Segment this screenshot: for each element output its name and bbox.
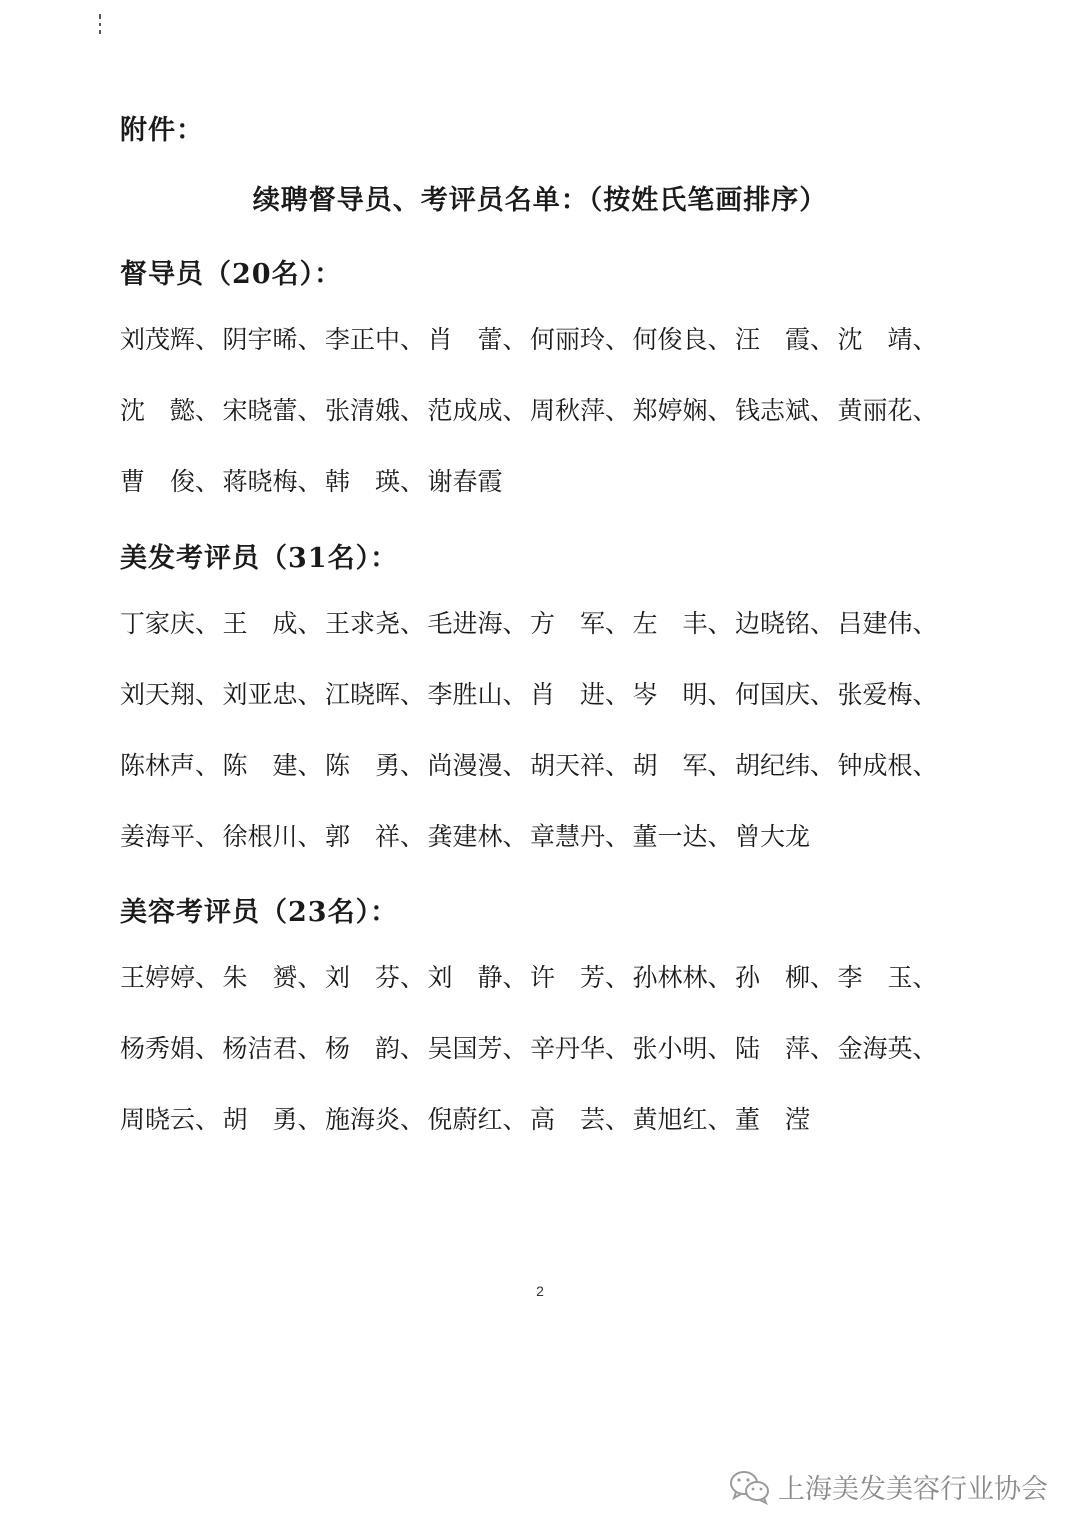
person-name: 刘茂辉、 (120, 325, 221, 354)
person-name: 孙林林、 (632, 963, 733, 992)
person-name: 陈 勇、 (325, 751, 426, 780)
person-name: 何国庆、 (735, 680, 836, 709)
watermark-text: 上海美发美容行业协会 (778, 1474, 1048, 1505)
person-name: 钱志斌、 (735, 396, 836, 425)
person-name: 肖 进、 (530, 680, 631, 709)
hair-examiners-heading: 美发考评员（31名）： (120, 543, 399, 574)
person-name: 陆 萍、 (735, 1034, 836, 1063)
person-name: 刘亚忠、 (222, 680, 323, 709)
person-name: 姜海平、 (120, 822, 221, 851)
person-name: 曾大龙 (735, 822, 811, 851)
person-name: 黄旭红、 (632, 1105, 733, 1134)
person-name: 何俊良、 (632, 325, 733, 354)
person-name: 陈林声、 (120, 751, 221, 780)
person-name: 杨 韵、 (325, 1034, 426, 1063)
name-row (120, 1098, 960, 1138)
person-name: 何丽玲、 (530, 325, 631, 354)
watermark (728, 1467, 1048, 1506)
person-name: 杨洁君、 (222, 1034, 323, 1063)
person-name: 谢春霞 (427, 467, 503, 496)
name-row (120, 744, 960, 784)
name-row (120, 318, 960, 358)
person-name: 高 芸、 (530, 1105, 631, 1134)
person-name: 边晓铭、 (735, 609, 836, 638)
person-name: 金海英、 (837, 1034, 938, 1063)
page-number: 2 (536, 1283, 544, 1299)
name-row (120, 389, 960, 429)
person-name: 王婷婷、 (120, 963, 221, 992)
person-name: 宋晓蕾、 (222, 396, 323, 425)
person-name: 江晓晖、 (325, 680, 426, 709)
person-name: 陈 建、 (222, 751, 323, 780)
person-name: 倪蔚红、 (427, 1105, 528, 1134)
person-name: 周晓云、 (120, 1105, 221, 1134)
attachment-label: 附件： (120, 115, 204, 146)
person-name: 周秋萍、 (530, 396, 631, 425)
page-title: 续聘督导员、考评员名单：（按姓氏笔画排序） (252, 185, 828, 216)
person-name: 董 滢 (735, 1105, 811, 1134)
supervisors-heading: 督导员（20名）： (120, 259, 343, 290)
person-name: 胡 军、 (632, 751, 733, 780)
person-name: 郭 祥、 (325, 822, 426, 851)
person-name: 施海炎、 (325, 1105, 426, 1134)
person-name: 阴宇晞、 (222, 325, 323, 354)
person-name: 张清娥、 (325, 396, 426, 425)
scan-mark (97, 14, 103, 40)
person-name: 李 玉、 (837, 963, 938, 992)
person-name: 张爱梅、 (837, 680, 938, 709)
person-name: 郑婷娴、 (632, 396, 733, 425)
person-name: 章慧丹、 (530, 822, 631, 851)
person-name: 肖 蕾、 (427, 325, 528, 354)
name-row (120, 815, 960, 855)
person-name: 李正中、 (325, 325, 426, 354)
person-name: 曹 俊、 (120, 467, 221, 496)
person-name: 刘 芬、 (325, 963, 426, 992)
person-name: 董一达、 (632, 822, 733, 851)
person-name: 沈 靖、 (837, 325, 938, 354)
person-name: 王求尧、 (325, 609, 426, 638)
person-name: 胡天祥、 (530, 751, 631, 780)
person-name: 孙 柳、 (735, 963, 836, 992)
person-name: 徐根川、 (222, 822, 323, 851)
beauty-examiners-heading: 美容考评员（23名）： (120, 897, 399, 928)
name-row (120, 673, 960, 713)
wechat-icon (728, 1469, 772, 1505)
person-name: 胡 勇、 (222, 1105, 323, 1134)
person-name: 王 成、 (222, 609, 323, 638)
person-name: 李胜山、 (427, 680, 528, 709)
person-name: 吕建伟、 (837, 609, 938, 638)
person-name: 尚漫漫、 (427, 751, 528, 780)
name-row (120, 956, 960, 996)
person-name: 蒋晓梅、 (222, 467, 323, 496)
person-name: 吴国芳、 (427, 1034, 528, 1063)
person-name: 汪 霞、 (735, 325, 836, 354)
person-name: 杨秀娟、 (120, 1034, 221, 1063)
person-name: 朱 赟、 (222, 963, 323, 992)
person-name: 黄丽花、 (837, 396, 938, 425)
name-row (120, 1027, 960, 1067)
person-name: 韩 瑛、 (325, 467, 426, 496)
person-name: 范成成、 (427, 396, 528, 425)
name-row (120, 602, 960, 642)
person-name: 左 丰、 (632, 609, 733, 638)
name-row (120, 460, 960, 500)
person-name: 毛进海、 (427, 609, 528, 638)
person-name: 方 军、 (530, 609, 631, 638)
person-name: 龚建林、 (427, 822, 528, 851)
person-name: 张小明、 (632, 1034, 733, 1063)
person-name: 许 芳、 (530, 963, 631, 992)
person-name: 刘 静、 (427, 963, 528, 992)
person-name: 辛丹华、 (530, 1034, 631, 1063)
person-name: 丁家庆、 (120, 609, 221, 638)
person-name: 胡纪纬、 (735, 751, 836, 780)
person-name: 钟成根、 (837, 751, 938, 780)
person-name: 岑 明、 (632, 680, 733, 709)
person-name: 刘天翔、 (120, 680, 221, 709)
person-name: 沈 懿、 (120, 396, 221, 425)
